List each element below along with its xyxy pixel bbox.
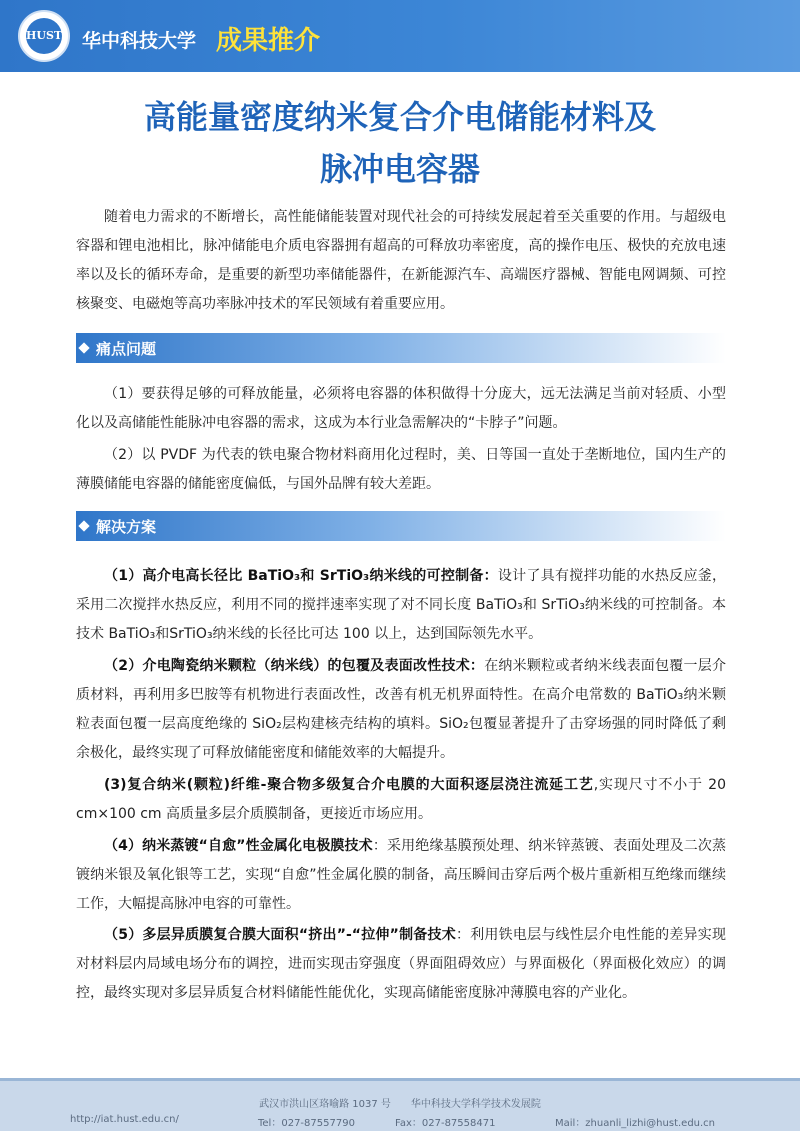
page-title-line1: 高能量密度纳米复合介电储能材料及 bbox=[143, 98, 656, 136]
solution-item-body: 设计了具有搅拌功能的水热反应釜，采用二次搅拌水热反应，利用不同的搅拌速率实现了对不同长度 BaTiO₃和 SrTiO₃纳米线的可控制备。本技术 BaTiO₃和SrTiO₃纳米线的长径比可达 100 以上，达到国际领先水平。 bbox=[76, 568, 726, 642]
footer-email-link[interactable]: Mail：zhuanli_lizhi@hust.edu.cn bbox=[555, 1118, 716, 1129]
pain-point-1: （1）要获得足够的可释放能量，必须将电容器的体积做得十分庞大，远无法满足当前对轻质、小型化以及高储能性能脉冲电容器的需求，这成为本行业急需解决的“卡脖子”问题。 bbox=[76, 386, 726, 431]
solution-item-2 bbox=[76, 652, 726, 768]
footer-fax: Fax：027-87558471 bbox=[395, 1118, 496, 1129]
solution-item-body: 在纳米颗粒或者纳米线表面包覆一层介质材料，再利用多巴胺等有机物进行表面改性，改善有机无机界面特性。在高介电常数的 BaTiO₃纳米颗粒表面包覆一层高度绝缘的 SiO₂层构建核壳结构的填料。SiO₂包覆显著提升了击穿场强的同时降低了剩余极化，最终实现了可释放储能密度和储能效率的大幅提升。 bbox=[76, 658, 727, 761]
university-logo bbox=[18, 10, 70, 62]
solution-item-4 bbox=[76, 832, 726, 919]
footer-address: 武汉市洪山区珞喻路 1037 号 华中科技大学科学技术发展院 bbox=[259, 1099, 541, 1110]
page-title-line2: 脉冲电容器 bbox=[319, 150, 480, 188]
solution-item-body: ,实现尺寸不小于 20 cm×100 cm 高质量多层介质膜制备，更接近市场应用。 bbox=[76, 777, 726, 822]
solution-item-heading: (3)复合纳米(颗粒)纤维-聚合物多级复合介电膜的大面积逐层浇注流延工艺 bbox=[104, 777, 594, 793]
solution-item-heading: （1）高介电高长径比 BaTiO₃和 SrTiO₃纳米线的可控制备： bbox=[104, 568, 498, 584]
university-name: 华中科技大学 bbox=[82, 30, 197, 52]
solution-item-body: ：采用绝缘基膜预处理、纳米锌蒸镀、表面处理及二次蒸镀纳米银及氧化银等工艺，实现“自愈”性金属化膜的制备，高压瞬间击穿后两个极片重新相互绝缘而继续工作，大幅提高脉冲电容的可靠性。 bbox=[76, 838, 726, 912]
footer-phone: Tel：027-87557790 bbox=[258, 1118, 355, 1129]
banner-tagline: 成果推介 bbox=[216, 26, 321, 56]
solution-item-3 bbox=[76, 771, 726, 829]
solution-item-5 bbox=[76, 921, 726, 1008]
solution-item-heading: （4）纳米蒸镀“自愈”性金属化电极膜技术 bbox=[104, 838, 373, 854]
diamond-bullet-icon bbox=[78, 342, 89, 353]
section-label: 解决方案 bbox=[96, 518, 157, 536]
intro-paragraph: 随着电力需求的不断增长，高性能储能装置对现代社会的可持续发展起着至关重要的作用。与超级电容器和锂电池相比，脉冲储能电介质电容器拥有超高的可释放功率密度，高的操作电压、极快的充放电速率以及长的循环寿命，是重要的新型功率储能器件，在新能源汽车、高端医疗器械、智能电网调频、可控核聚变、电磁炮等高功率脉冲技术的军民领域有着重要应用。 bbox=[76, 209, 726, 312]
logo-emblem: HUST bbox=[26, 18, 62, 54]
footer-website-link[interactable]: http://iat.hust.edu.cn/ bbox=[70, 1114, 179, 1125]
solution-item-heading: （5）多层异质膜复合膜大面积“挤出”-“拉伸”制备技术 bbox=[104, 927, 456, 943]
header-banner bbox=[0, 0, 800, 72]
section-header-solution bbox=[76, 511, 726, 541]
solution-item-body: ：利用铁电层与线性层介电性能的差异实现对材料层内局域电场分布的调控，进而实现击穿强度（界面阻碍效应）与界面极化（界面极化效应）的调控，最终实现对多层异质复合材料储能性能优化，实现高储能密度脉冲薄膜电容的产业化。 bbox=[76, 927, 727, 1001]
solution-item-heading: （2）介电陶瓷纳米颗粒（纳米线）的包覆及表面改性技术： bbox=[104, 658, 485, 674]
solution-item-1 bbox=[76, 562, 726, 649]
section-label: 痛点问题 bbox=[96, 340, 157, 358]
diamond-bullet-icon bbox=[78, 520, 89, 531]
pain-point-2: （2）以 PVDF 为代表的铁电聚合物材料商用化过程时，美、日等国一直处于垄断地位，国内生产的薄膜储能电容器的储能密度偏低，与国外品牌有较大差距。 bbox=[76, 447, 726, 492]
section-header-pain bbox=[76, 333, 726, 363]
